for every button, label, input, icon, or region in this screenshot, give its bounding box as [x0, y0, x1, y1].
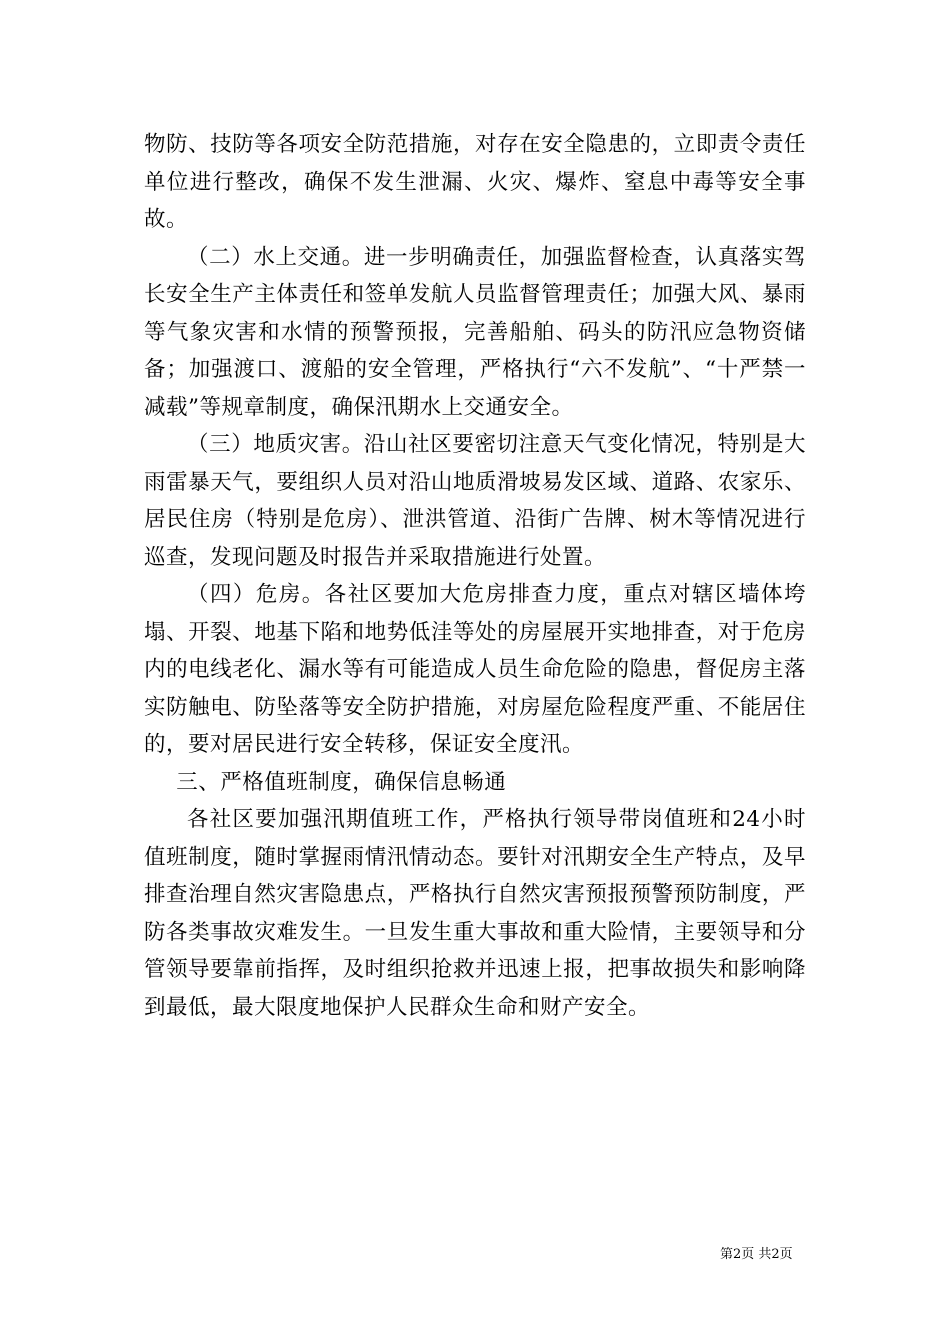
page-number-footer: 第2页 共2页	[720, 1247, 793, 1262]
paragraph-dangerous-housing: （四）危房。各社区要加大危房排查力度，重点对辖区墙体垮塌、开裂、地基下陷和地势低洼等处的房屋展开实地排查，对于危房内的电线老化、漏水等有可能造成人员生命危险的隐患，督促房主落实防触电、防坠落等安全防护措施，对房屋危险程度严重、不能居住的，要对居民进行安全转移，保证安全度汛。	[144, 582, 806, 757]
paragraph-geological-disaster: （三）地质灾害。沿山社区要密切注意天气变化情况，特别是大雨雷暴天气，要组织人员对沿山地质滑坡易发区域、道路、农家乐、居民住房（特别是危房）、泄洪管道、沿街广告牌、树木等情况进行巡查，发现问题及时报告并采取措施进行处置。	[144, 432, 806, 570]
paragraph-duty-system: 各社区要加强汛期值班工作，严格执行领导带岗值班和24小时值班制度，随时掌握雨情汛情动态。要针对汛期安全生产特点，及早排查治理自然灾害隐患点，严格执行自然灾害预报预警预防制度，严防各类事故灾难发生。一旦发生重大事故和重大险情，主要领导和分管领导要靠前指挥，及时组织抢救并迅速上报，把事故损失和影响降到最低，最大限度地保护人民群众生命和财产安全。	[144, 807, 806, 1020]
section-heading-duty-system: 三、严格值班制度，确保信息畅通	[176, 769, 507, 795]
paragraph-water-traffic: （二）水上交通。进一步明确责任，加强监督检查，认真落实驾长安全生产主体责任和签单发航人员监督管理责任；加强大风、暴雨等气象灾害和水情的预警预报，完善船舶、码头的防汛应急物资储备；加强渡口、渡船的安全管理，严格执行“六不发航”、“十严禁一减载”等规章制度，确保汛期水上交通安全。	[144, 244, 806, 420]
paragraph-continuation: 物防、技防等各项安全防范措施，对存在安全隐患的，立即责令责任单位进行整改，确保不发生泄漏、火灾、爆炸、窒息中毒等安全事故。	[144, 132, 806, 232]
document-body	[144, 126, 806, 1026]
